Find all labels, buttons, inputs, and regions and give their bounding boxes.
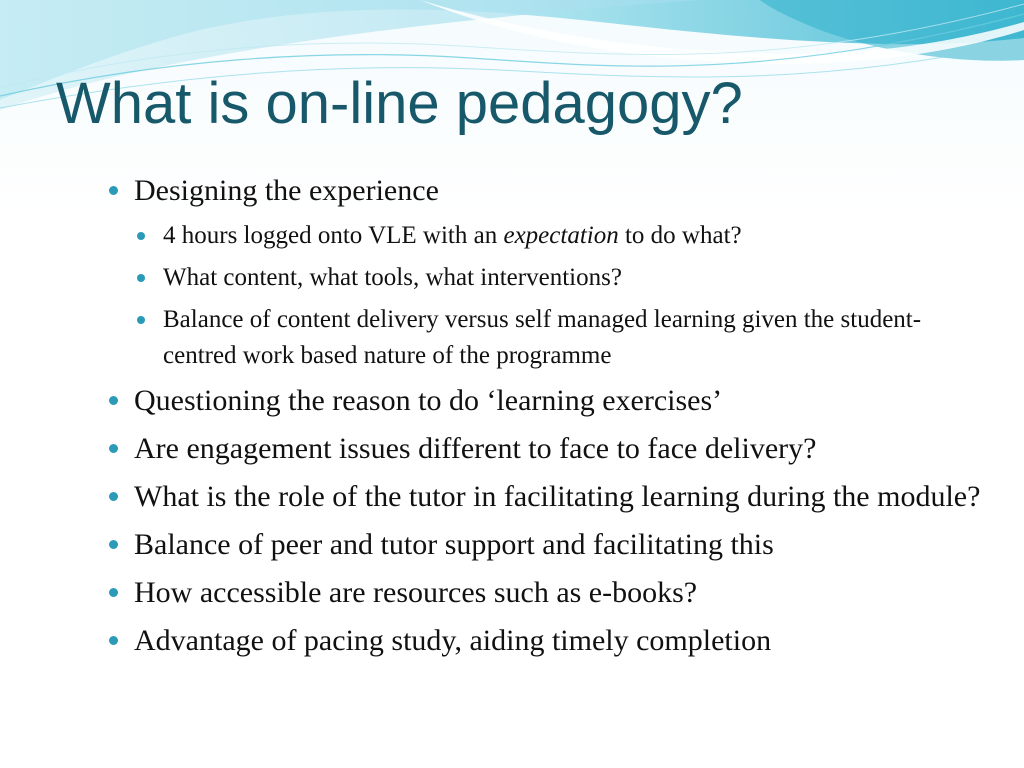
bullet-text: Advantage of pacing study, aiding timely completion bbox=[134, 624, 772, 657]
sub-bullet-text: What content, what tools, what interventions? bbox=[163, 264, 622, 291]
sub-bullet-text: Balance of content delivery versus self managed learning given the student-centred work based nature of the programme bbox=[163, 306, 922, 369]
bullet-icon bbox=[137, 232, 145, 240]
sub-bullet-item bbox=[135, 302, 986, 374]
bullet-icon bbox=[109, 186, 118, 195]
bullet-item bbox=[106, 524, 986, 565]
bullet-icon bbox=[109, 396, 118, 405]
bullet-icon bbox=[109, 636, 118, 645]
bullet-text: How accessible are resources such as e-books? bbox=[134, 576, 698, 609]
sub-bullet-text-start: 4 hours logged onto VLE with an bbox=[163, 222, 504, 249]
sub-bullet-item bbox=[135, 218, 986, 254]
sub-bullet-item bbox=[135, 260, 986, 296]
bullet-icon bbox=[109, 540, 118, 549]
bullet-text: Questioning the reason to do ‘learning exercises’ bbox=[134, 384, 723, 417]
bullet-icon bbox=[109, 588, 118, 597]
bullet-text: Balance of peer and tutor support and facilitating this bbox=[134, 528, 774, 561]
sub-bullet-text-end: to do what? bbox=[618, 222, 742, 249]
bullet-icon bbox=[137, 316, 145, 324]
bullet-text: What is the role of the tutor in facilitating learning during the module? bbox=[134, 480, 981, 513]
slide-title: What is on-line pedagogy? bbox=[56, 71, 743, 136]
sub-bullet-emphasis: expectation bbox=[503, 222, 619, 249]
bullet-item bbox=[106, 620, 986, 661]
sub-bullet-list bbox=[106, 218, 986, 374]
bullet-icon bbox=[109, 492, 118, 501]
bullet-item bbox=[106, 572, 986, 613]
bullet-icon bbox=[137, 274, 145, 282]
bullet-item bbox=[106, 380, 986, 421]
bullet-list bbox=[106, 170, 986, 668]
bullet-item bbox=[106, 170, 986, 211]
bullet-item bbox=[106, 476, 986, 517]
bullet-icon bbox=[109, 444, 118, 453]
bullet-text: Are engagement issues different to face to face delivery? bbox=[134, 432, 817, 465]
bullet-text: Designing the experience bbox=[134, 174, 439, 207]
bullet-item bbox=[106, 428, 986, 469]
